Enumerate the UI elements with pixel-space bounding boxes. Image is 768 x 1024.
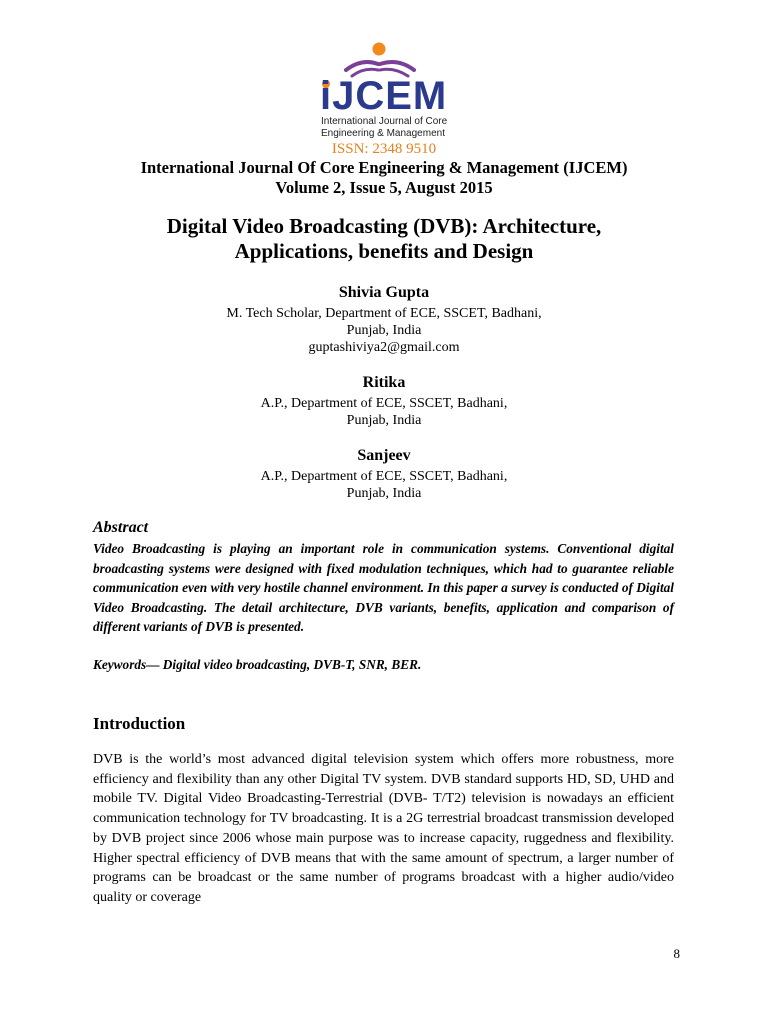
author-location: Punjab, India [346,413,422,428]
abstract-heading: Abstract [93,519,149,536]
author-name: Sanjeev [357,447,411,464]
title-line-2: Applications, benefits and Design [234,239,534,263]
logo-wordmark: iJCEM [320,74,448,118]
logo-subtitle-line2: Engineering & Management [321,128,445,139]
paper-title [0,214,768,264]
journal-name: International Journal Of Core Engineering & Management (IJCEM) [140,158,628,177]
author-name: Ritika [362,374,406,391]
author-email: guptashiviya2@gmail.com [308,340,460,355]
page-number: 8 [673,946,680,961]
author-location: Punjab, India [346,486,422,501]
title-line-1: Digital Video Broadcasting (DVB): Architecture, [166,214,602,238]
keywords: Keywords— Digital video broadcasting, DVB-T, SNR, BER. [93,657,422,672]
author-location: Punjab, India [346,323,422,338]
issn: ISSN: 2348 9510 [331,141,437,157]
author-block-1 [0,283,768,356]
abstract-body: Video Broadcasting is playing an important role in communication systems. Conventional digital broadcasting systems were designed with fixed modulation techniques, which had to guarantee reliable communication even with very hostile channel environment. In this paper a survey is conducted of Digital Video Broadcasting. The detail architecture, DVB variants, benefits, application and comparison of different variants of DVB is presented. [93,541,674,635]
introduction-heading: Introduction [93,714,186,733]
author-affiliation: A.P., Department of ECE, SSCET, Badhani, [260,469,508,484]
author-name: Shivia Gupta [338,284,430,301]
journal-volume: Volume 2, Issue 5, August 2015 [275,178,493,197]
introduction-body: DVB is the world’s most advanced digital television system which offers more robustness, more efficiency and flexibility than any other Digital TV system. DVB standard supports HD, SD, UHD and mobile TV. Digital Video Broadcasting-Terrestrial (DVB- T/T2) television is nowadays an efficient communication technology for TV broadcasting. It is a 2G terrestrial broadcast transmission developed by DVB project since 2006 whose main purpose was to increase capacity, ruggedness and flexibility. Higher spectral efficiency of DVB means that with the same amount of spectrum, a larger number of programs can be broadcast or the same number of programs broadcast with a higher audio/video quality or coverage [93,752,674,905]
author-affiliation: M. Tech Scholar, Department of ECE, SSCET, Badhani, [226,306,542,321]
author-block-2 [0,373,768,429]
author-affiliation: A.P., Department of ECE, SSCET, Badhani, [260,396,508,411]
logo-subtitle-line1: International Journal of Core [321,116,448,127]
author-block-3 [0,446,768,502]
journal-header [0,158,768,198]
journal-logo [0,40,768,160]
